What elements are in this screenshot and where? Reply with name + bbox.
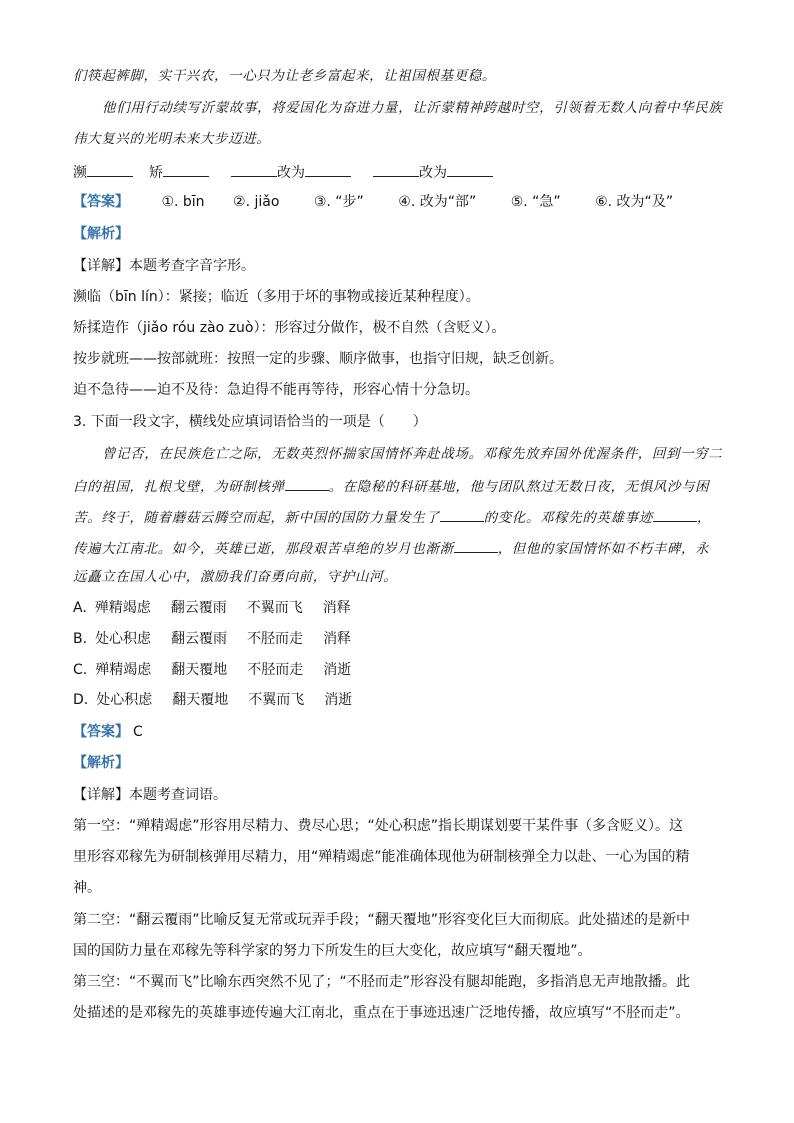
- detail-tag: 【详解】: [73, 258, 129, 274]
- fill-change-2: 改为: [419, 165, 447, 181]
- option-word: 不翼而飞: [248, 692, 305, 708]
- detail-text: 本题考查字音字形。: [129, 258, 255, 274]
- option-label: A.: [73, 600, 87, 616]
- q3-blank-3: [653, 506, 697, 522]
- option-word: 不翼而飞: [246, 600, 303, 616]
- blank-1: [87, 161, 133, 177]
- option-word: 翻天覆地: [172, 692, 229, 708]
- answer-3: [73, 722, 143, 742]
- q3-passage-line-4: [73, 537, 709, 559]
- key-1-line-1: 第一空：“殚精竭虑”形容用尽精力、费尽心思；“处心积虑”指长期谋划要干某件事（多含贬义）。这: [73, 818, 684, 834]
- option-label: D.: [73, 692, 89, 708]
- key-3-line-2: 处描述的是邓稼先的英雄事迹传遍大江南北，重点在于事迹迅速广泛地传播，故应填写“不胫而走”。: [73, 1005, 690, 1021]
- passage-line-1: 们筷起裤脚，实干兴农，一心只为让老乡富起来，让祖国根基更稳。: [73, 68, 496, 84]
- q3-p4a: 传遍大江南北。如今，英雄已逝，那段艰苦卓绝的岁月也渐渐: [73, 541, 454, 557]
- option-word: 殚精竭虑: [95, 662, 152, 678]
- fill-char-2: 矫: [149, 165, 163, 181]
- q3-blank-4: [454, 537, 498, 553]
- option-word: 不胫而走: [247, 631, 304, 647]
- option-word: 不胫而走: [247, 662, 304, 678]
- analysis-line-3: 按步就班——按部就班：按照一定的步骤、顺序做事，也指守旧规，缺乏创新。: [73, 351, 563, 367]
- q3-blank-2: [440, 506, 484, 522]
- fill-char-1: 濒: [73, 165, 87, 181]
- analysis-line-2: 矫揉造作（jiǎo róu zào zuò）：形容过分做作，极不自然（含贬义）。: [73, 320, 506, 336]
- q3-p3c: ，: [696, 510, 711, 526]
- detail-tag: 【详解】: [73, 787, 129, 803]
- key-3-line-1: 第三空：“不翼而飞”比喻东西突然不见了；“不胫而走”形容没有腿却能跑，多指消息无声地散播。此: [73, 974, 691, 990]
- blank-3: [231, 161, 277, 177]
- q3-passage-line-3: [73, 506, 711, 528]
- q3-p4b: ，但他的家国情怀如不朽丰碑，永: [497, 541, 710, 557]
- option-word: 翻云覆雨: [171, 631, 228, 647]
- answer-item-2: ②. jiǎo: [233, 194, 280, 210]
- option-word: 处心积虑: [96, 692, 153, 708]
- answer-tag: 【答案】: [73, 724, 129, 740]
- answer-item-5: ⑤. “急”: [510, 194, 561, 210]
- answer-value: C: [133, 724, 143, 740]
- blank-4: [305, 161, 351, 177]
- option-word: 消释: [322, 600, 351, 616]
- q3-passage-line-2: [73, 475, 709, 497]
- option-c: [73, 660, 351, 680]
- blank-5: [373, 161, 419, 177]
- passage-line-3: 伟大复兴的光明未来大步迈进。: [73, 131, 271, 147]
- option-word: 翻云覆雨: [170, 600, 227, 616]
- q3-p2a: 白的祖国，扎根戈壁，为研制核弹: [73, 479, 285, 495]
- q3-passage-line-5: 远矗立在国人心中，激励我们奋勇向前，守护山河。: [73, 569, 398, 585]
- analysis-tag: 【解析】: [73, 755, 129, 771]
- answer-1: [73, 192, 673, 212]
- detail-text: 本题考查词语。: [129, 787, 227, 803]
- answer-item-6: ⑥. 改为“及”: [595, 194, 674, 210]
- answer-item-4: ④. 改为“部”: [398, 194, 477, 210]
- blank-6: [447, 161, 493, 177]
- question-3-stem: 3. 下面一段文字，横线处应填词语恰当的一项是（ ）: [73, 414, 427, 430]
- fill-change-1: 改为: [277, 165, 305, 181]
- fill-in-line: [73, 161, 493, 183]
- detail-line: [73, 785, 227, 805]
- q3-p2b: 。在隐秘的科研基地，他与团队熬过无数日夜，无惧风沙与困: [328, 479, 710, 495]
- option-word: 翻天覆地: [171, 662, 228, 678]
- q3-p3b: 的变化。邓稼先的英雄事迹: [483, 510, 653, 526]
- option-d: [73, 690, 352, 710]
- option-word: 消逝: [323, 662, 352, 678]
- option-label: C.: [73, 662, 88, 678]
- key-2-line-2: 国的国防力量在邓稼先等科学家的努力下所发生的巨大变化，故应填写“翻天覆地”。: [73, 943, 592, 959]
- option-word: 处心积虑: [95, 631, 152, 647]
- analysis-tag: 【解析】: [73, 226, 129, 242]
- option-word: 消逝: [324, 692, 353, 708]
- option-word: 殚精竭虑: [94, 600, 151, 616]
- q3-p3a: 苦。终于，随着蘑菇云腾空而起，新中国的国防力量发生了: [73, 510, 440, 526]
- option-a: [73, 598, 351, 618]
- key-2-line-1: 第二空：“翻云覆雨”比喻反复无常或玩弄手段；“翻天覆地”形容变化巨大而彻底。此处描述的是新中: [73, 912, 691, 928]
- q3-blank-1: [285, 475, 329, 491]
- answer-item-1: ①. bīn: [161, 194, 205, 210]
- key-1-line-3: 神。: [73, 880, 101, 896]
- passage-line-2: 他们用行动续写沂蒙故事，将爱国化为奋进力量，让沂蒙精神跨越时空，引领着无数人向着中华民族: [102, 100, 723, 116]
- analysis-line-1: 濒临（bīn lín）：紧接；临近（多用于坏的事物或接近某种程度）。: [73, 289, 480, 305]
- detail-line: [73, 256, 255, 276]
- option-label: B.: [73, 631, 88, 647]
- option-b: [73, 629, 351, 649]
- answer-tag: 【答案】: [73, 194, 129, 210]
- analysis-line-4: 迫不急待——迫不及待：急迫得不能再等待，形容心情十分急切。: [73, 382, 479, 398]
- blank-2: [163, 161, 209, 177]
- option-word: 消释: [323, 631, 352, 647]
- key-1-line-2: 里形容邓稼先为研制核弹用尽精力，用“殚精竭虑”能准确体现他为研制核弹全力以赴、一心为国的精: [73, 849, 690, 865]
- q3-passage-line-1: 曾记否，在民族危亡之际，无数英烈怀揣家国情怀奔赴战场。邓稼先放弃国外优渥条件，回到一穷二: [102, 446, 723, 462]
- answer-item-3: ③. “步”: [313, 194, 364, 210]
